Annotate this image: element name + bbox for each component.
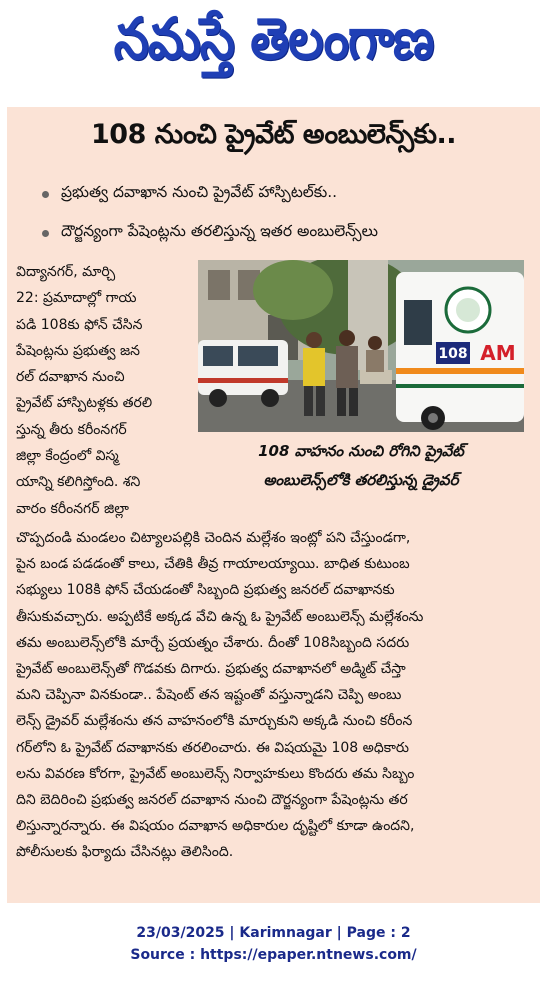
- left-column: [16, 259, 196, 522]
- body-line: గర్‌లోని ఓ ప్రైవేట్ దవాఖానకు తరలించారు. ఈ విషయమై 108 అధికారు: [16, 739, 409, 756]
- ambulance-badge: 108: [438, 346, 468, 362]
- left-column-line: ప్రైవేట్ హాస్పిటళ్లకు తరలి: [16, 395, 153, 412]
- bullet-icon: [42, 191, 49, 198]
- article-clipping: [7, 107, 540, 903]
- masthead: [0, 0, 547, 92]
- caption-line: 108 వాహనం నుంచి రోగిని ప్రైవేట్: [258, 442, 464, 460]
- ambulance-photo-illustration: [198, 260, 524, 432]
- body-line: ప్రైవేట్ అంబులెన్స్‌తో గొడవకు దిగారు. ప్రభుత్వ దవాఖానలో అడ్మిట్ చేస్తా: [16, 661, 406, 678]
- bullet-icon: [42, 230, 49, 237]
- body-line: పోలీసులకు ఫిర్యాదు చేసినట్లు తెలిసింది.: [16, 844, 234, 861]
- left-column-line: పేషెంట్లను ప్రభుత్వ జన: [16, 342, 141, 359]
- caption-line: అంబులెన్స్‌లోకి తరలిస్తున్న డ్రైవర్: [263, 471, 459, 489]
- body-line: తమ అంబులెన్స్‌లోకి మార్చే ప్రయత్నం చేశారు. దీంతో 108సిబ్బంది సదరు: [16, 634, 410, 651]
- left-column-line: స్తున్న తీరు కరీంనగర్: [16, 421, 127, 438]
- body-line: చొప్పదండి మండలం చిట్యాలపల్లికి చెందిన మల్లేశం ఇంట్లో పని చేస్తుండగా,: [16, 530, 411, 546]
- article-body: [16, 525, 536, 866]
- left-column-line: 22: ప్రమాదాల్లో గాయ: [16, 290, 137, 307]
- body-line: మని చెప్పినా వినకుండా.. పేషెంట్ తన ఇష్టంతో వస్తున్నాడని చెప్పి అంబు: [16, 687, 402, 704]
- body-line: తీసుకువచ్చారు. అప్పటికే అక్కడ వేచి ఉన్న ఓ ప్రైవేట్ అంబులెన్స్ మల్లేశంను: [16, 608, 424, 625]
- footer-dateline: 23/03/2025 | Karimnagar | Page : 2: [136, 925, 411, 941]
- body-line: లెన్స్ డ్రైవర్ మల్లేశంను తన వాహనంలోకి మార్చుకుని అక్కడి నుంచి కరీంన: [16, 713, 413, 730]
- subhead-2-text: దౌర్జన్యంగా పేషెంట్లను తరలిస్తున్న ఇతర అంబులెన్స్‌లు: [61, 222, 378, 240]
- left-column-line: విద్యానగర్, మార్చి: [16, 264, 116, 280]
- body-line: సభ్యులు 108కి ఫోన్ చేయడంతో సిబ్బంది ప్రభుత్వ జనరల్ దవాఖానకు: [16, 582, 395, 599]
- body-line: పైన బండ పడడంతో కాలు, చేతికి తీవ్ర గాయాలయ్యాయి. బాధిత కుటుంబ: [16, 556, 410, 573]
- left-column-line: పడి 108కు ఫోన్ చేసిన: [16, 316, 143, 333]
- news-photo: [198, 260, 524, 432]
- subhead-1: [42, 183, 337, 205]
- body-line: లిస్తున్నారన్నారు. ఈ విషయం దవాఖాన అధికారుల దృష్టిలో కూడా ఉందని,: [16, 818, 415, 835]
- left-column-line: యాన్ని కలిగిస్తోంది. శని: [16, 474, 141, 491]
- masthead-title: నమస్తే తెలంగాణ: [113, 5, 434, 72]
- body-line: లను వివరణ కోరగా, ప్రైవేట్ అంబులెన్స్ నిర్వాహకులు కొందరు తమ సిబ్బం: [16, 765, 415, 782]
- article-headline: 108 నుంచి ప్రైవేట్ అంబులెన్స్‌కు..: [91, 119, 456, 150]
- photo-caption: [198, 437, 524, 495]
- left-column-line: వారం కరీంనగర్ జిల్లా: [16, 500, 129, 517]
- footer-source[interactable]: Source : https://epaper.ntnews.com/: [130, 947, 417, 963]
- left-column-line: రల్ దవాఖాన నుంచి: [16, 369, 125, 386]
- ambulance-text: AM: [480, 341, 516, 365]
- subhead-2: [42, 222, 378, 244]
- body-line: దిని బెదిరించి ప్రభుత్వ జనరల్ దవాఖాన నుంచి దౌర్జన్యంగా పేషెంట్లను తర: [16, 792, 408, 809]
- subhead-1-text: ప్రభుత్వ దవాఖాన నుంచి ప్రైవేట్ హాస్పిటల్‌కు..: [61, 183, 338, 201]
- left-column-line: జిల్లా కేంద్రంలో విస్మ: [16, 448, 119, 465]
